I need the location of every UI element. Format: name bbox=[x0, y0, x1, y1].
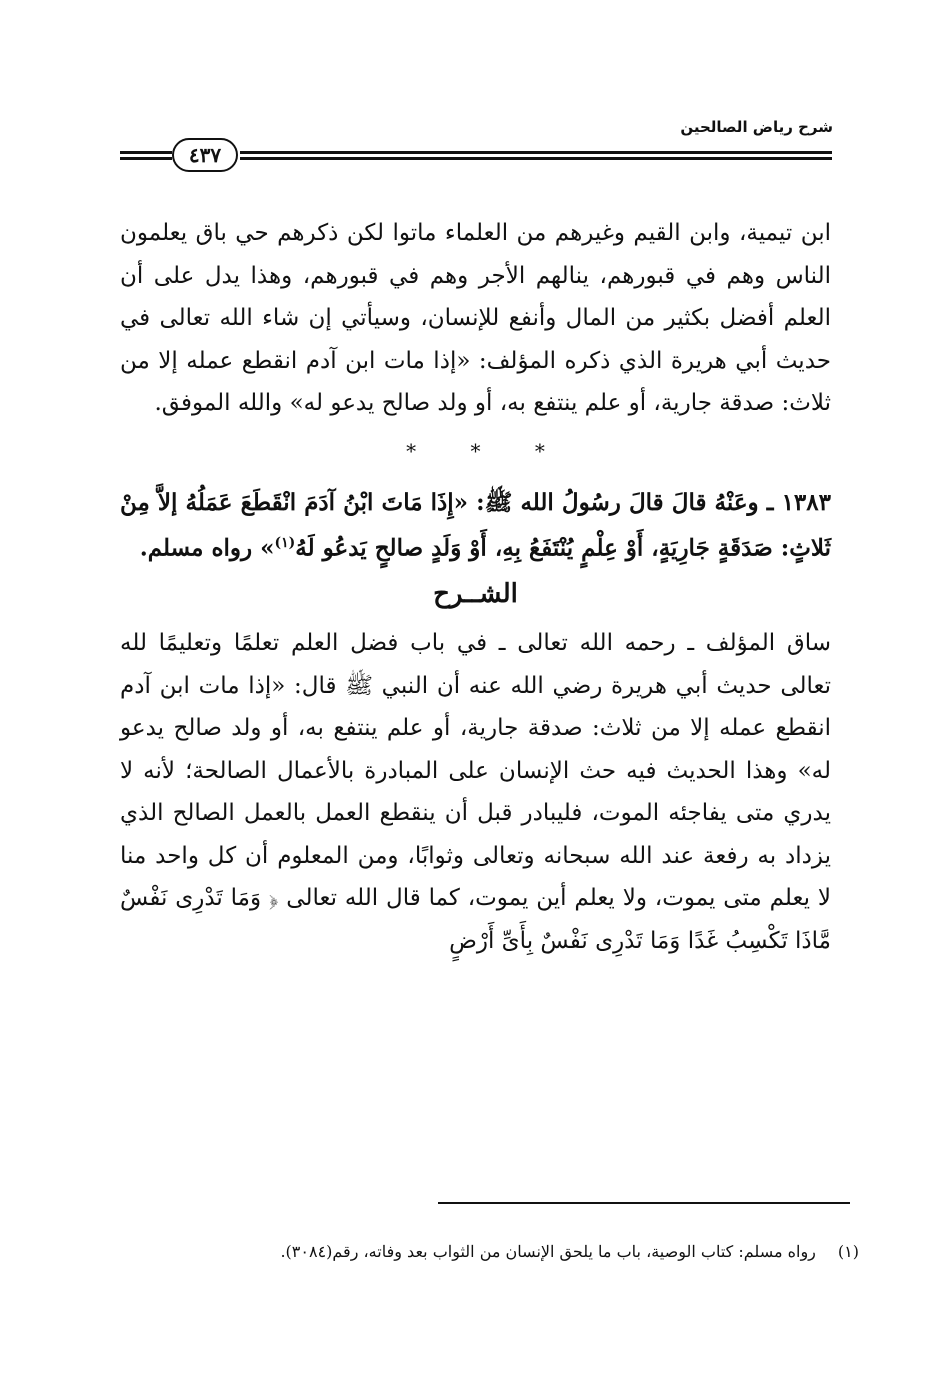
footnote-text: رواه مسلم: كتاب الوصية، باب ما يلحق الإنسان من الثواب بعد وفاته، رقم(٣٠٨٤). bbox=[280, 1242, 816, 1261]
header-rule-right-bottom bbox=[240, 157, 832, 160]
footnote-number: (١) bbox=[837, 1242, 859, 1261]
page-body bbox=[120, 212, 831, 962]
header-rule-left-bottom bbox=[120, 157, 172, 160]
hadith-text bbox=[120, 483, 831, 569]
header-rule-right-top bbox=[240, 151, 832, 154]
page-number-badge: ٤٣٧ bbox=[172, 138, 238, 172]
running-title: شرح رياض الصالحين bbox=[680, 118, 833, 136]
hadith-body: ١٣٨٣ ـ وعَنْهُ قالَ قالَ رسُولُ الله ﷺ: «إِذَا مَاتَ ابْنُ آدَمَ انْقَطَعَ عَمَلُهُ إلاَّ مِنْ ثَلاثٍ: صَدَقَةٍ جَارِيَةٍ، أَوْ عِلْمٍ يُنْتَفَعُ بِهِ، أَوْ وَلَدٍ صالحٍ يَدعُو لَهُ bbox=[120, 488, 831, 562]
paragraph-commentary: ساق المؤلف ـ رحمه الله تعالى ـ في باب فضل العلم تعلمًا وتعليمًا لله تعالى حديث أبي هريرة رضي الله عنه أن النبي ﷺ قال: «إذا مات ابن آدم انقطع عمله إلا من ثلاث: صدقة جارية، أو علم ينتفع به، أو ولد صالح يدعو له» وهذا الحديث فيه حث الإنسان على المبادرة بالأعمال الصالحة؛ لأنه لا يدري متى يفاجئه الموت، فليبادر قبل أن ينقطع العمل بالعمل الصالح الذي يزداد به رفعة عند الله سبحانه وتعالى وثوابًا، ومن المعلوم أن كل واحد منا لا يعلم متى يموت، ولا يعلم أين يموت، كما قال الله تعالى ﴿ وَمَا تَدْرِى نَفْسٌ مَّاذَا تَكْسِبُ غَدًا وَمَا تَدْرِى نَفْسٌ بِأَىِّ أَرْضٍ bbox=[120, 630, 831, 954]
section-heading: الشــرح bbox=[433, 579, 518, 610]
hadith-attribution: » رواه مسلم. bbox=[139, 534, 275, 562]
header-rule-left-top bbox=[120, 151, 172, 154]
footnote bbox=[130, 1240, 859, 1264]
section-separator: * * * bbox=[406, 438, 545, 463]
footnote-divider bbox=[438, 1202, 850, 1204]
footnote-reference[interactable]: (١) bbox=[274, 534, 296, 551]
paragraph-intro: ابن تيمية، وابن القيم وغيرهم من العلماء ماتوا لكن ذكرهم حي باق يعلمون الناس وهم في قبورهم، ينالهم الأجر وهم في قبورهم، وهذا يدل على أن العلم أفضل بكثير من المال وأنفع للإنسان، وسيأتي إن شاء الله تعالى في حديث أبي هريرة الذي ذكره المؤلف: «إذا مات ابن آدم انقطع عمله إلا من ثلاث: صدقة جارية، أو علم ينتفع به، أو ولد صالح يدعو له» والله الموفق. bbox=[120, 220, 831, 416]
